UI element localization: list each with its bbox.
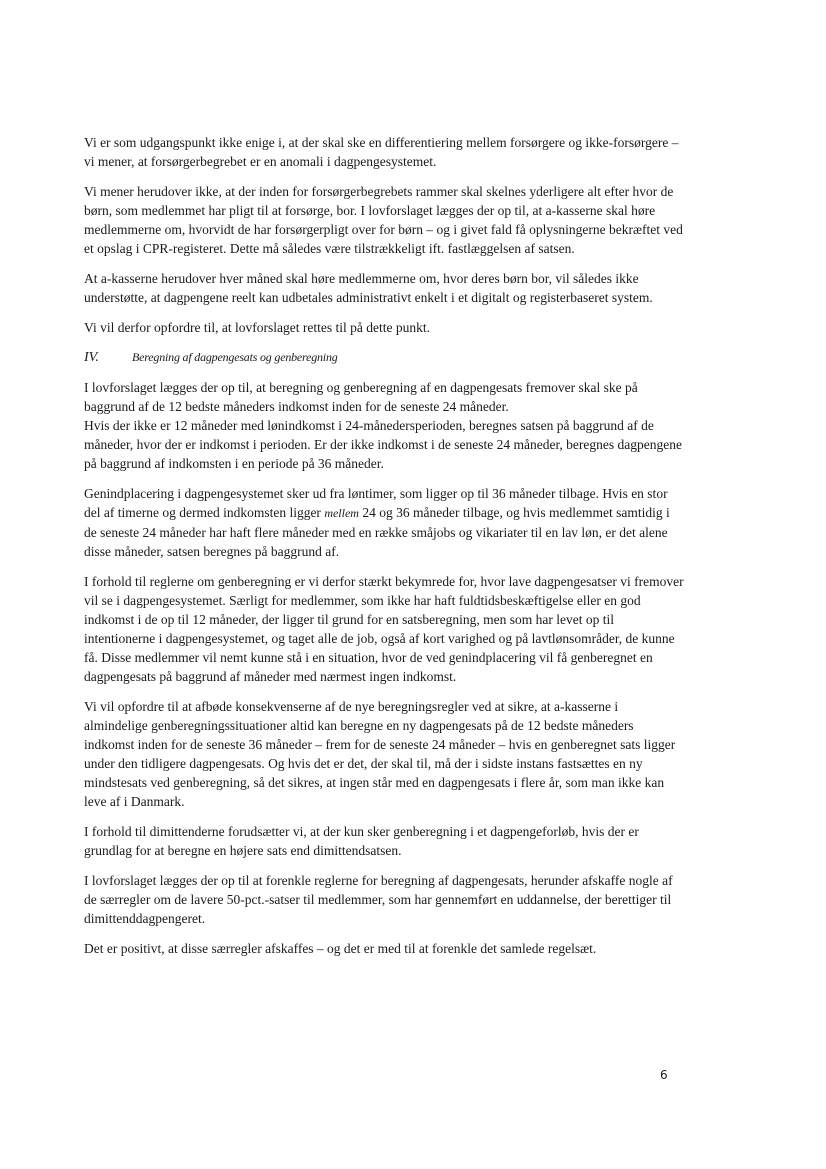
section-number: IV. (84, 350, 99, 365)
section-heading (84, 348, 684, 367)
paragraph-text: Genindplacering i dagpengesystemet sker ud fra løntimer, som ligger op til 36 måneder tilbage. Hvis en stor del af timerne og dermed indkomsten ligger (84, 486, 668, 520)
emphasis: mellem (324, 506, 359, 520)
paragraph: Vi vil derfor opfordre til, at lovforslaget rettes til på dette punkt. (84, 320, 430, 335)
paragraph: At a-kasserne herudover hver måned skal høre medlemmerne om, hvor deres børn bor, vil således ikke understøtte, at dagpengene reelt kan udbetales administrativt enkelt i et digitalt og registerbaseret system. (84, 271, 653, 305)
paragraph: Det er positivt, at disse særregler afskaffes – og det er med til at forenkle det samlede regelsæt. (84, 941, 597, 956)
paragraph: I forhold til reglerne om genberegning er vi derfor stærkt bekymrede for, hvor lave dagpengesatser vi fremover vil se i dagpengesystemet. Særligt for medlemmer, som ikke har haft fuldtidsbeskæftigelse eller en god indkomst i de op til 12 måneder, der ligger til grund for en satsberegning, men som har levet op til intentionerne i dagpengesystemet, og taget alle de job, også af kort varighed og på lavtlønsområder, de kunne få. Disse medlemmer vil nemt kunne stå i en situation, hvor de ved genindplacering vil få genberegnet en dagpengesats på baggrund af måneder med nærmest ingen indkomst. (84, 574, 684, 684)
paragraph: Vi vil opfordre til at afbøde konsekvenserne af de nye beregningsregler ved at sikre, at a-kasserne i almindelige genberegningssituationer altid kan beregne en ny dagpengesats på de 12 bedste måneders indkomst inden for de seneste 36 måneder – frem for de seneste 24 måneder – hvis en genberegnet sats ligger under den tidligere dagpengesats. Og hvis det er det, der skal til, må der i sidste instans fastsættes en ny mindstesats ved genberegning, så det sikres, at ingen står med en dagpengesats i flere år, som man ikke kan leve af i Danmark. (84, 699, 676, 809)
paragraph: Vi er som udgangspunkt ikke enige i, at der skal ske en differentiering mellem forsørgere og ikke-forsørgere – vi mener, at forsørgerbegrebet er en anomali i dagpengesystemet. (84, 135, 679, 169)
paragraph (84, 378, 684, 473)
body-text (84, 133, 684, 969)
paragraph-line: Hvis der ikke er 12 måneder med lønindkomst i 24-månedersperioden, beregnes satsen på baggrund af de måneder, hvor der er indkomst i perioden. Er der ikke indkomst i de seneste 24 måneder, beregnes dagpengene på baggrund af indkomsten i en periode på 36 måneder. (84, 418, 682, 471)
paragraph: I lovforslaget lægges der op til at forenkle reglerne for beregning af dagpengesats, herunder afskaffe nogle af de særregler om de lavere 50-pct.-satser til medlemmer, som har gennemført en uddannelse, der berettiger til dimittenddagpengeret. (84, 873, 673, 926)
paragraph (84, 484, 684, 561)
paragraph: Vi mener herudover ikke, at der inden for forsørgerbegrebets rammer skal skelnes yderligere alt efter hvor de børn, som medlemmet har pligt til at forsørge, bor. I lovforslaget lægges der op til, at a-kasserne skal høre medlemmerne om, hvorvidt de har forsørgerpligt over for børn – og i givet fald få oplysningerne bekræftet ved et opslag i CPR-registeret. Dette må således være tilstrækkeligt ift. fastlæggelsen af satsen. (84, 184, 683, 256)
section-title: Beregning af dagpengesats og genberegning (132, 350, 338, 364)
paragraph-line: I lovforslaget lægges der op til, at beregning og genberegning af en dagpengesats fremover skal ske på baggrund af de 12 bedste måneders indkomst inden for de seneste 24 måneder. (84, 380, 638, 414)
paragraph-text: 24 og 36 måneder tilbage, og hvis medlemmet samtidig i de seneste 24 måneder har haft flere måneder med en række småjobs og vikariater til en lav løn, er det alene disse måneder, satsen beregnes på baggrund af. (84, 505, 670, 559)
page-number: 6 (660, 1068, 668, 1082)
paragraph: I forhold til dimittenderne forudsætter vi, at der kun sker genberegning i et dagpengeforløb, hvis der er grundlag for at beregne en højere sats end dimittendsatsen. (84, 824, 639, 858)
